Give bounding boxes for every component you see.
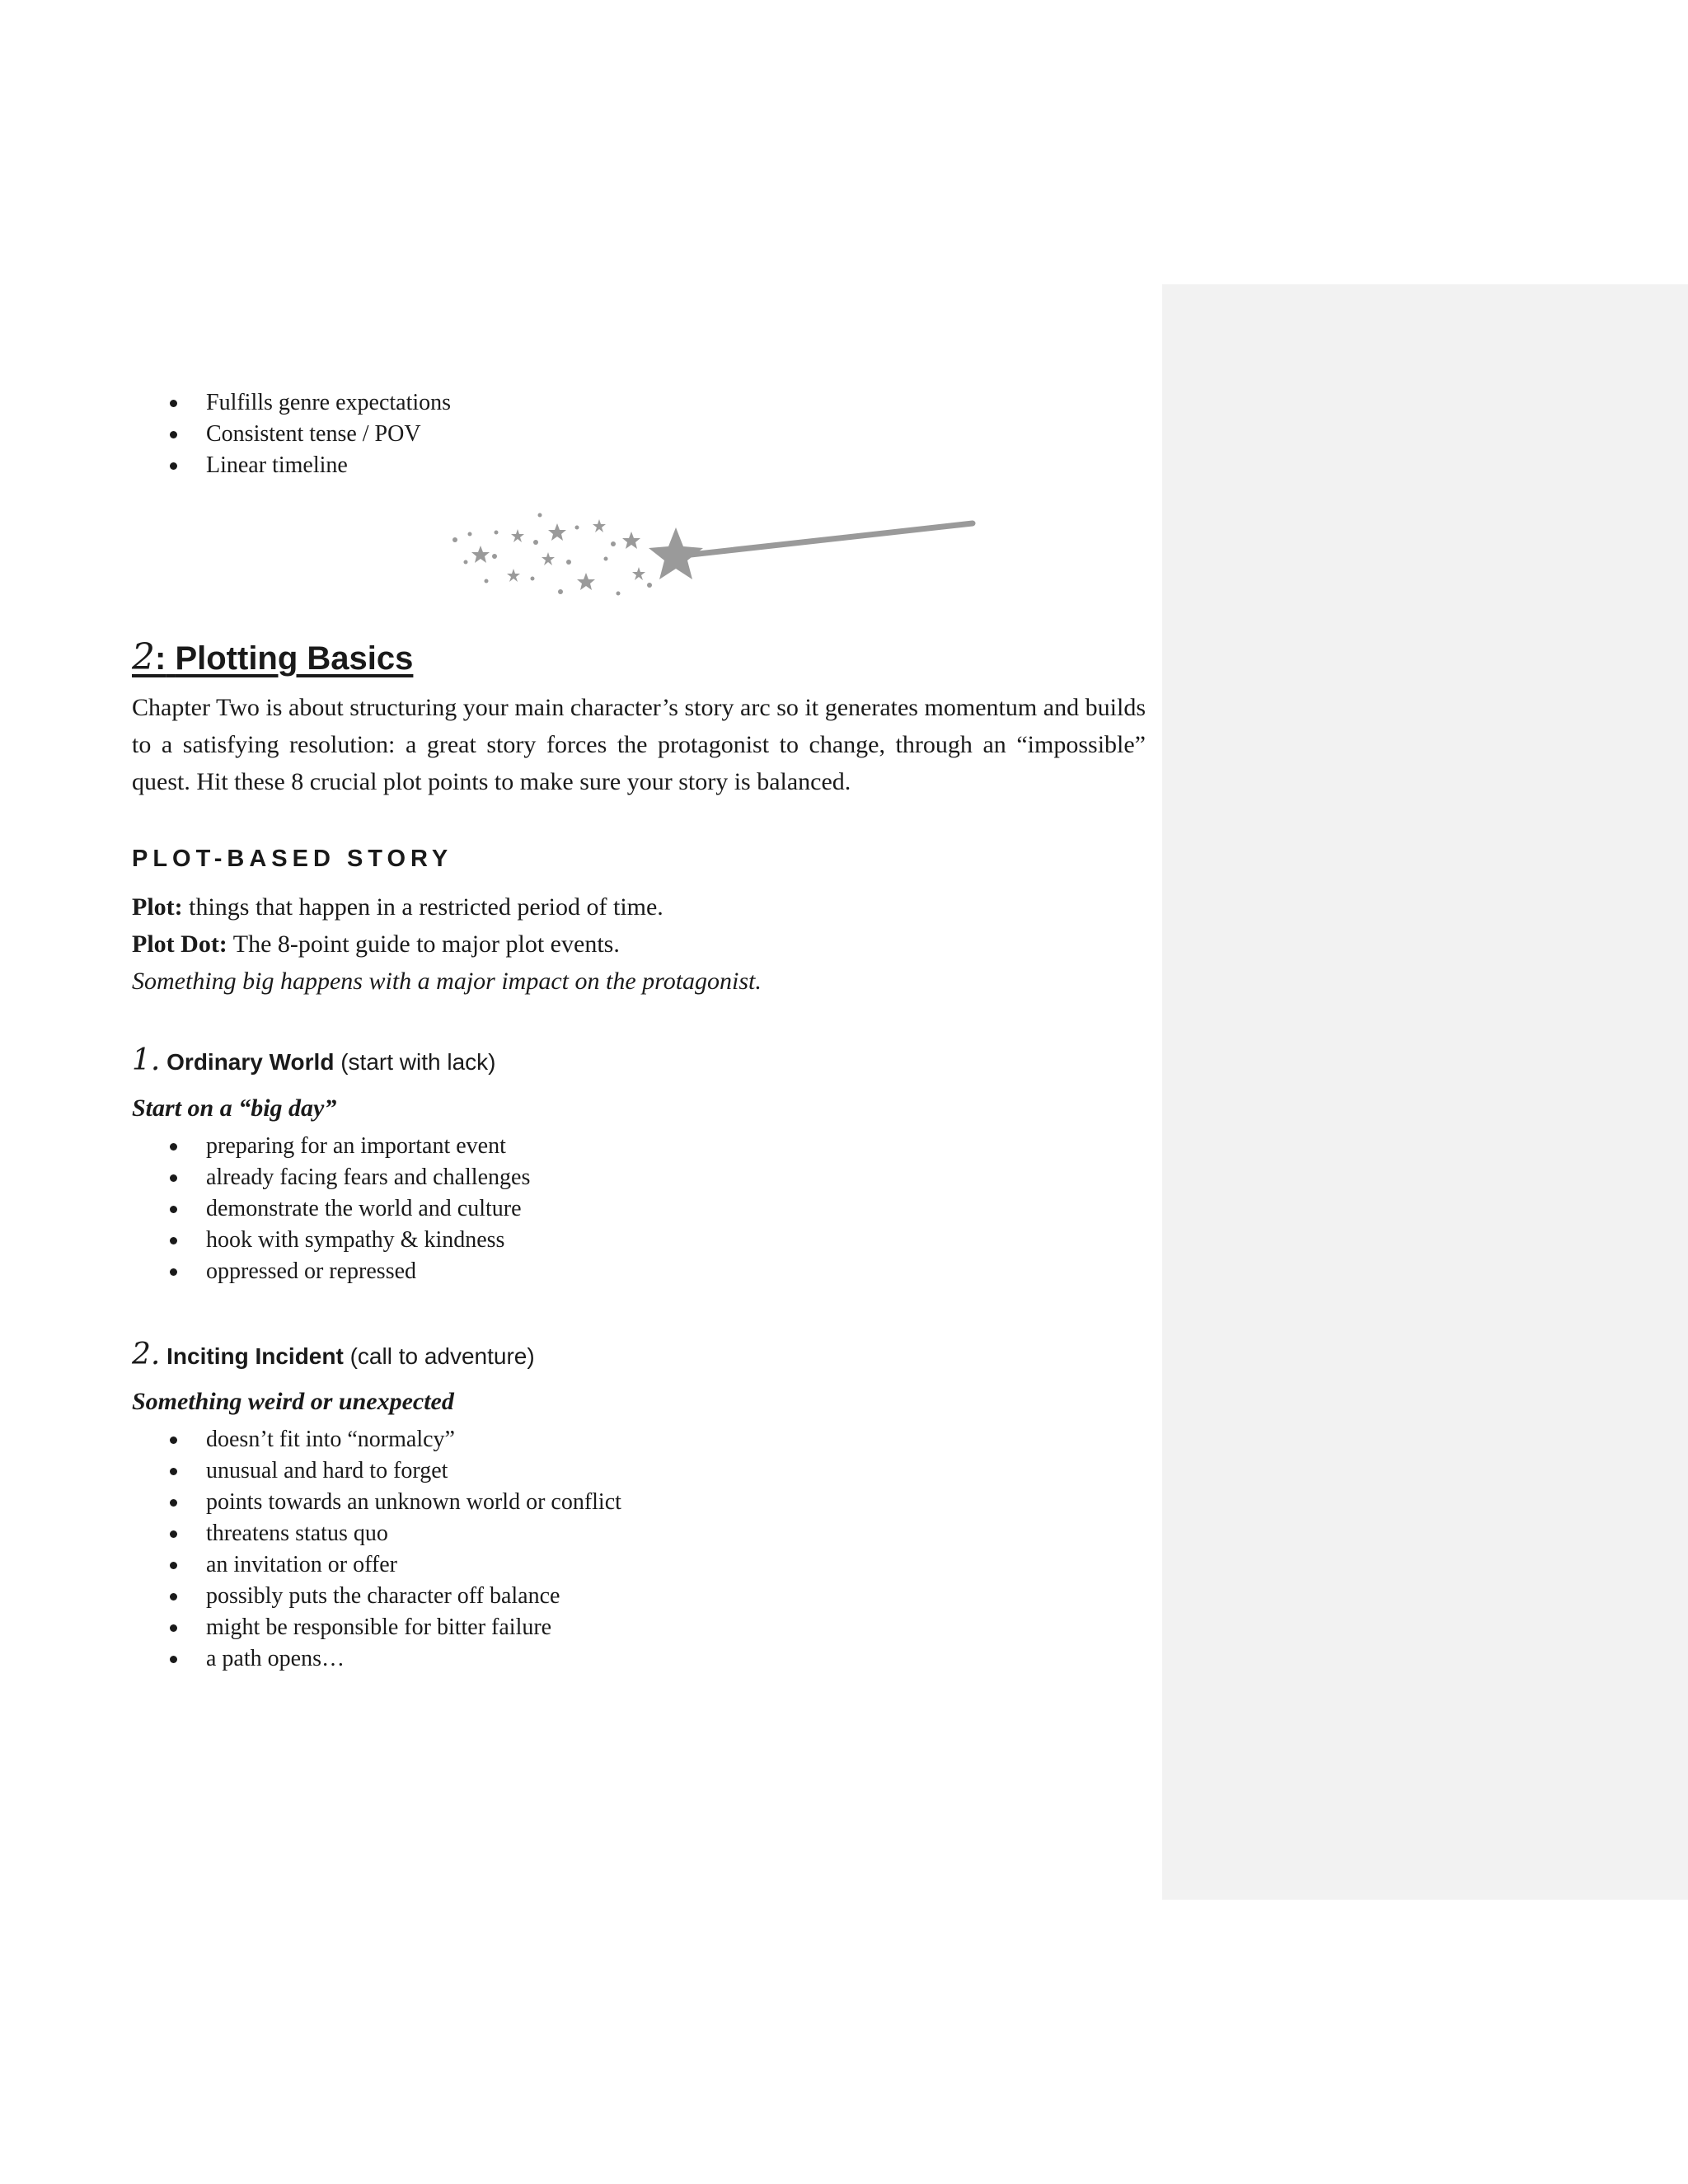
bullet-icon bbox=[170, 1562, 177, 1569]
list-item: oppressed or repressed bbox=[132, 1256, 530, 1287]
bullet-icon bbox=[170, 1268, 177, 1276]
step-heading-ordinary-world: 1. Ordinary World (start with lack) bbox=[132, 1043, 496, 1077]
step-heading-inciting-incident: 2. Inciting Incident (call to adventure) bbox=[132, 1338, 535, 1371]
list-item: might be responsible for bitter failure bbox=[132, 1612, 621, 1643]
magic-wand-icon bbox=[437, 503, 981, 602]
definitions bbox=[132, 888, 762, 1000]
list-item: possibly puts the character off balance bbox=[132, 1581, 621, 1612]
list-item: a path opens… bbox=[132, 1643, 621, 1675]
comment-pane bbox=[1162, 284, 1688, 1900]
list-item: unusual and hard to forget bbox=[132, 1455, 621, 1487]
definition-plot-dot: Plot Dot: The 8-point guide to major plot events. bbox=[132, 930, 620, 958]
bullet-icon bbox=[170, 1237, 177, 1244]
list-item: an invitation or offer bbox=[132, 1549, 621, 1581]
list-item: already facing fears and challenges bbox=[132, 1162, 530, 1193]
list-item: threatens status quo bbox=[132, 1518, 621, 1549]
bullet-icon bbox=[170, 1174, 177, 1182]
list-item: demonstrate the world and culture bbox=[132, 1193, 530, 1225]
bullet-icon bbox=[170, 1206, 177, 1213]
top-bullet-list bbox=[132, 387, 451, 481]
chapter-title: Plotting Basics bbox=[175, 640, 414, 677]
list-item: hook with sympathy & kindness bbox=[132, 1225, 530, 1256]
chapter-number: 2 bbox=[132, 636, 155, 678]
chapter-heading: 2: Plotting Basics bbox=[132, 636, 414, 678]
step-subtitle: Something weird or unexpected bbox=[132, 1388, 454, 1415]
bullet-icon bbox=[170, 1436, 177, 1444]
list-item: points towards an unknown world or conflict bbox=[132, 1487, 621, 1518]
step-subtitle: Start on a “big day” bbox=[132, 1094, 337, 1122]
list-item: Consistent tense / POV bbox=[132, 419, 451, 450]
bullet-icon bbox=[170, 462, 177, 470]
bullet-icon bbox=[170, 1624, 177, 1632]
bullet-icon bbox=[170, 1468, 177, 1475]
chapter-intro: Chapter Two is about structuring your main character’s story arc so it generates momentum and builds to a satisfying resolution: a great story forces the protagonist to change, through an “impossible” quest. Hit these 8 crucial plot points to make sure your story is balanced. bbox=[132, 694, 1146, 795]
bullet-icon bbox=[170, 1530, 177, 1538]
list-item: doesn’t fit into “normalcy” bbox=[132, 1424, 621, 1455]
bullet-icon bbox=[170, 1143, 177, 1151]
step-bullet-list bbox=[132, 1424, 621, 1675]
section-note: Something big happens with a major impact on the protagonist. bbox=[132, 968, 762, 995]
bullet-icon bbox=[170, 400, 177, 407]
list-item: Linear timeline bbox=[132, 450, 451, 481]
bullet-icon bbox=[170, 431, 177, 438]
step-bullet-list bbox=[132, 1131, 530, 1287]
list-item: preparing for an important event bbox=[132, 1131, 530, 1162]
bullet-icon bbox=[170, 1656, 177, 1663]
bullet-icon bbox=[170, 1499, 177, 1507]
list-item: Fulfills genre expectations bbox=[132, 387, 451, 419]
definition-plot: Plot: things that happen in a restricted period of time. bbox=[132, 893, 663, 921]
bullet-icon bbox=[170, 1593, 177, 1601]
section-label: PLOT-BASED STORY bbox=[132, 846, 453, 872]
